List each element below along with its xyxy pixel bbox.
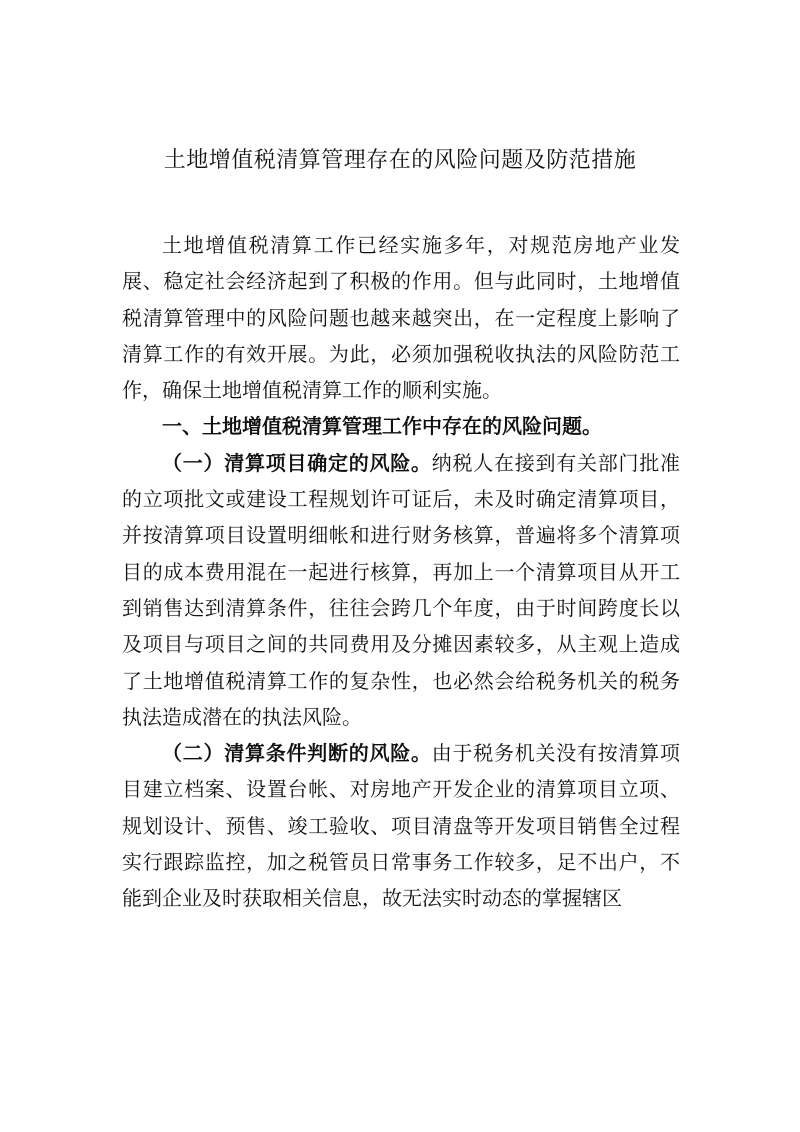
intro-paragraph: 土地增值税清算工作已经实施多年，对规范房地产业发展、稳定社会经济起到了积极的作用。但与此同时，土地增值税清算管理中的风险问题也越来越突出，在一定程度上影响了清算工作的有效开展。为此，必须加强税收执法的风险防范工作，确保土地增值税清算工作的顺利实施。 [122,233,680,403]
subsection-heading-2: （二）清算条件判断的风险。 [162,741,432,766]
subsection-heading-1: （一）清算项目确定的风险。 [162,450,432,475]
subsection-paragraph-1 [122,445,680,735]
subsection-text-1: 纳税人在接到有关部门批准的立项批文或建设工程规划许可证后，未及时确定清算项目，并按清算项目设置明细帐和进行财务核算，普遍将多个清算项目的成本费用混在一起进行核算，再加上一个清算项目从开工到销售达到清算条件，往往会跨几个年度，由于时间跨度长以及项目与项目之间的共同费用及分摊因素较多，从主观上造成了土地增值税清算工作的复杂性，也必然会给税务机关的税务执法造成潜在的执法风险。 [122,450,680,729]
subsection-paragraph-2 [122,735,680,916]
document-body [122,227,680,917]
section-heading-1: 一、土地增值税清算管理工作中存在的风险问题。 [162,414,602,439]
document-title: 土地增值税清算管理存在的风险问题及防范措施 [163,148,637,173]
subsection-text-2: 由于税务机关没有按清算项目建立档案、设置台帐、对房地产开发企业的清算项目立项、规划设计、预售、竣工验收、项目清盘等开发项目销售全过程实行跟踪监控，加之税管员日常事务工作较多，足不出户，不能到企业及时获取相关信息，故无法实时动态的掌握辖区 [122,741,680,911]
